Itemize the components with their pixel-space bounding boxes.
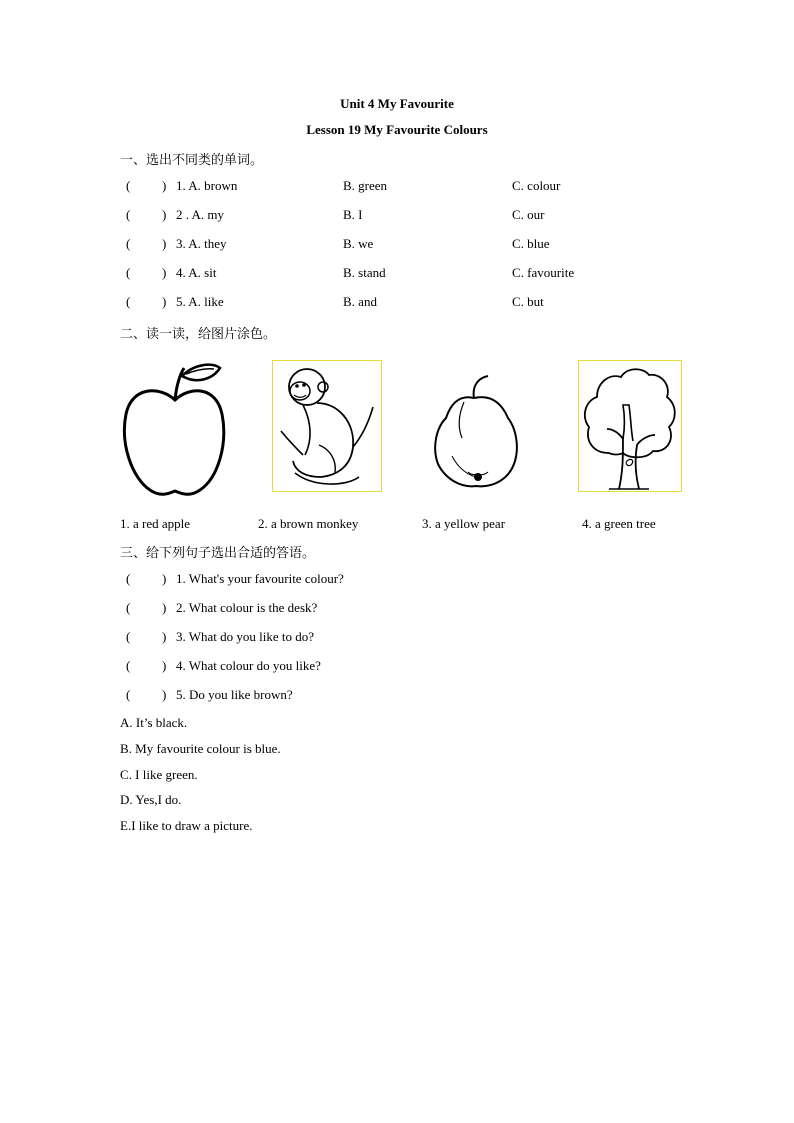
apple-icon <box>120 360 230 498</box>
answer-paren-open[interactable]: ( <box>126 629 131 644</box>
answer-paren-close: ) <box>162 629 167 644</box>
answer-option: D. Yes,I do. <box>120 792 182 807</box>
caption-tree: 4. a green tree <box>582 516 656 531</box>
answer-paren-open[interactable]: ( <box>126 178 131 193</box>
option-a: 4. A. sit <box>176 265 217 280</box>
answer-option: E.I like to draw a picture. <box>120 818 253 833</box>
answer-paren-open[interactable]: ( <box>126 236 131 251</box>
option-b: B. green <box>343 178 388 193</box>
question-text: 2. What colour is the desk? <box>176 600 318 615</box>
option-a: 5. A. like <box>176 294 224 309</box>
answer-paren-open[interactable]: ( <box>126 600 131 615</box>
section1-heading: 一、选出不同类的单词。 <box>120 152 264 167</box>
option-b: B. and <box>343 294 377 309</box>
pear-icon <box>428 372 524 490</box>
answer-paren-close: ) <box>162 236 167 251</box>
question-text: 5. Do you like brown? <box>176 687 293 702</box>
answer-paren-close: ) <box>162 207 167 222</box>
answer-paren-close: ) <box>162 265 167 280</box>
caption-pear: 3. a yellow pear <box>422 516 506 531</box>
answer-paren-open[interactable]: ( <box>126 207 131 222</box>
option-c: C. blue <box>512 236 550 251</box>
question-text: 3. What do you like to do? <box>176 629 315 644</box>
answer-paren-open[interactable]: ( <box>126 265 131 280</box>
option-a: 2 . A. my <box>176 207 225 222</box>
option-b: B. stand <box>343 265 386 280</box>
caption-apple: 1. a red apple <box>120 516 191 531</box>
answer-option: A. It’s black. <box>120 715 188 730</box>
answer-paren-close: ) <box>162 600 167 615</box>
answer-paren-open[interactable]: ( <box>126 658 131 673</box>
option-c: C. favourite <box>512 265 575 280</box>
answer-paren-close: ) <box>162 178 167 193</box>
option-a: 1. A. brown <box>176 178 238 193</box>
answer-paren-close: ) <box>162 658 167 673</box>
lesson-subtitle: Lesson 19 My Favourite Colours <box>306 122 488 137</box>
option-c: C. our <box>512 207 545 222</box>
answer-paren-close: ) <box>162 294 167 309</box>
answer-paren-open[interactable]: ( <box>126 571 131 586</box>
worksheet-title: Unit 4 My Favourite <box>340 96 454 111</box>
caption-monkey: 2. a brown monkey <box>258 516 359 531</box>
option-a: 3. A. they <box>176 236 227 251</box>
answer-paren-open[interactable]: ( <box>126 294 131 309</box>
section3-heading: 三、给下列句子选出合适的答语。 <box>120 545 316 560</box>
answer-paren-close: ) <box>162 571 167 586</box>
answer-option: B. My favourite colour is blue. <box>120 741 281 756</box>
answer-paren-close: ) <box>162 687 167 702</box>
question-text: 4. What colour do you like? <box>176 658 321 673</box>
answer-paren-open[interactable]: ( <box>126 687 131 702</box>
tree-icon <box>578 360 682 492</box>
option-c: C. colour <box>512 178 561 193</box>
monkey-icon <box>272 360 382 492</box>
option-c: C. but <box>512 294 544 309</box>
option-b: B. I <box>343 207 363 222</box>
section2-heading: 二、读一读，给图片涂色。 <box>120 326 277 341</box>
question-text: 1. What's your favourite colour? <box>176 571 344 586</box>
answer-option: C. I like green. <box>120 767 198 782</box>
option-b: B. we <box>343 236 374 251</box>
